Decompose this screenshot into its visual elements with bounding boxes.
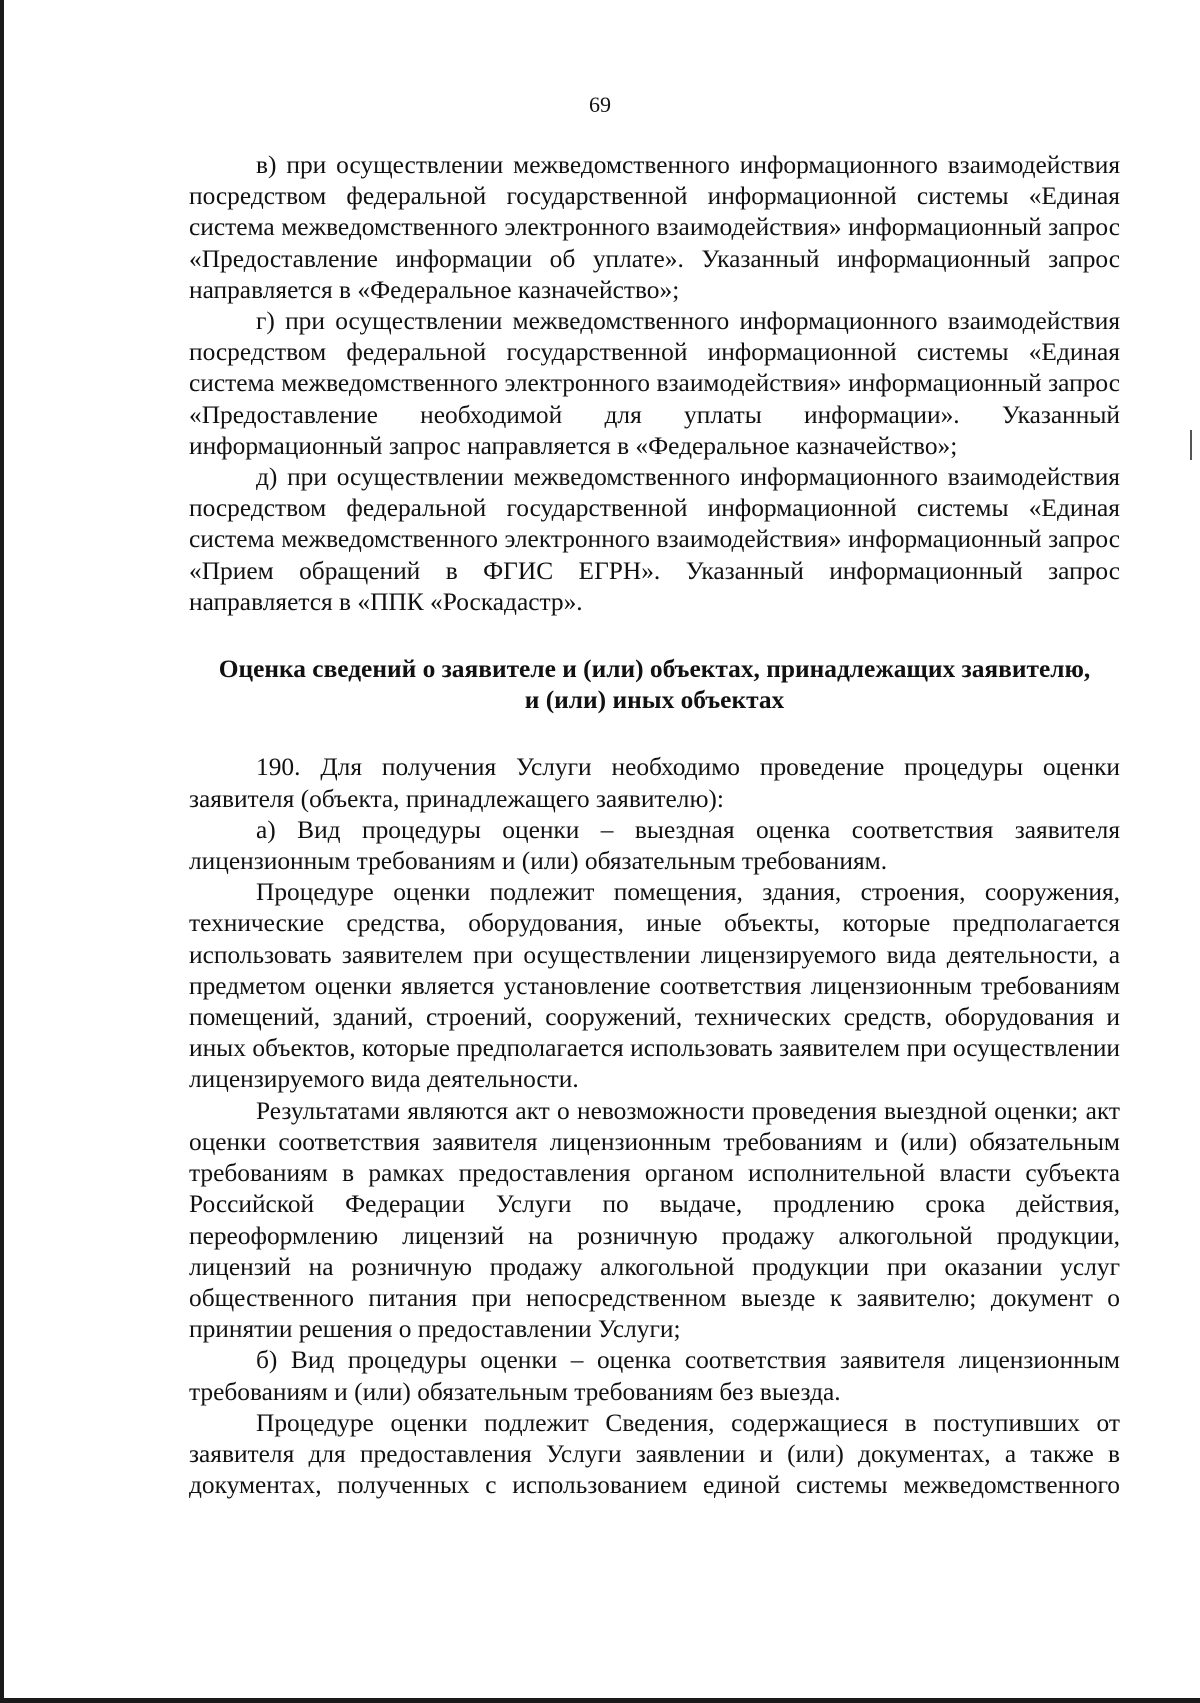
paragraph-v: в) при осуществлении межведомственного информационного взаимодействия посредством федеральной государственной информационной системы «Единая система межведомственного электронного взаимодействия» информационный запрос «Предоставление информации об уплате». Указанный информационный запрос направляется в «Федеральное казначейство»; (189, 151, 1120, 304)
paragraph-results: Результатами являются акт о невозможности проведения выездной оценки; акт оценки соответствия заявителя лицензионным требованиям и (или) обязательным требованиям в рамках предоставления органом исполнительной власти субъекта Российской Федерации Услуги по выдаче, продлению срока действия, переоформлению лицензий на розничную продажу алкогольной продукции, лицензий на розничную продажу алкогольной продукции при оказании услуг общественного питания при непосредственном выезде к заявителю; документ о принятии решения о предоставлении Услуги; (189, 1096, 1120, 1344)
paragraph-b: б) Вид процедуры оценки – оценка соответствия заявителя лицензионным требованиям и (или) обязательным требованиям без выезда. (189, 1346, 1120, 1406)
paragraph-190: 190. Для получения Услуги необходимо проведение процедуры оценки заявителя (объекта, принадлежащего заявителю): (189, 753, 1120, 813)
paragraph-a: а) Вид процедуры оценки – выездная оценка соответствия заявителя лицензионным требованиям и (или) обязательным требованиям. (189, 815, 1120, 876)
section-heading-line2: и (или) иных объектах (524, 686, 785, 715)
paragraph-g: г) при осуществлении межведомственного информационного взаимодействия посредством федеральной государственной информационной системы «Единая система межведомственного электронного взаимодействия» информационный запрос «Предоставление необходимой для уплаты информации». Указанный информационный запрос направляется в «Федеральное казначейство»; (189, 307, 1120, 460)
document-body (189, 150, 1120, 1501)
scan-edge-bottom (0, 1698, 1200, 1703)
section-heading-line1: Оценка сведений о заявителе и (или) объектах, принадлежащих заявителю, (218, 655, 1091, 684)
paragraph-information-assessment: Процедуре оценки подлежит Сведения, содержащиеся в поступивших от заявителя для предоставления Услуги заявлении и (или) документах, а также в документах, полученных с использованием единой системы межведомственного (189, 1408, 1120, 1500)
section-heading (189, 654, 1120, 716)
scan-edge-left (0, 0, 4, 1703)
page-number: 69 (589, 92, 611, 117)
scan-mark-right (1190, 430, 1192, 460)
paragraph-assessment-objects: Процедуре оценки подлежит помещения, здания, строения, сооружения, технические средства, оборудования, иные объекты, которые предполагается использовать заявителем при осуществлении лицензируемого вида деятельности, а предметом оценки является установление соответствия лицензионным требованиям помещений, зданий, строений, сооружений, технических средств, оборудования и иных объектов, которые предполагается использовать заявителем при осуществлении лицензируемого вида деятельности. (189, 878, 1120, 1094)
paragraph-d: д) при осуществлении межведомственного информационного взаимодействия посредством федеральной государственной информационной системы «Единая система межведомственного электронного взаимодействия» информационный запрос «Прием обращений в ФГИС ЕГРН». Указанный информационный запрос направляется в «ППК «Роскадастр». (189, 463, 1120, 616)
